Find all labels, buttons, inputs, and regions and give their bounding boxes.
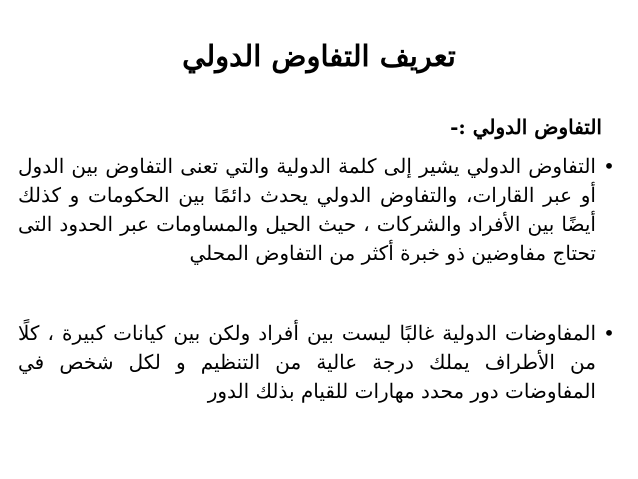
- subheading: التفاوض الدولي :-: [450, 115, 602, 139]
- slide-title: تعريف التفاوض الدولي: [182, 39, 456, 73]
- bullet-text-1: التفاوض الدولي يشير إلى كلمة الدولية والتي تعنى التفاوض بين الدول أو عبر القارات، والتفاوض الدولي يحدث دائمًا بين الحكومات و كذلك أيضًا بين الأفراد والشركات ، حيث الحيل والمساومات عبر الحدود التى تحتاج مفاوضين ذو خبرة أكثر من التفاوض المحلي: [18, 154, 596, 265]
- bullet-item-2: [18, 319, 618, 406]
- bullet-item-1: [18, 152, 618, 268]
- bullet-icon: •: [603, 321, 615, 345]
- bullet-icon: •: [603, 154, 615, 178]
- bullet-text-2: المفاوضات الدولية غالبًا ليست بين أفراد ولكن بين كيانات كبيرة ، كلًا من الأطراف يملك درجة عالية من التنظيم و لكل شخص في المفاوضات دور محدد مهارات للقيام بذلك الدور: [18, 321, 596, 403]
